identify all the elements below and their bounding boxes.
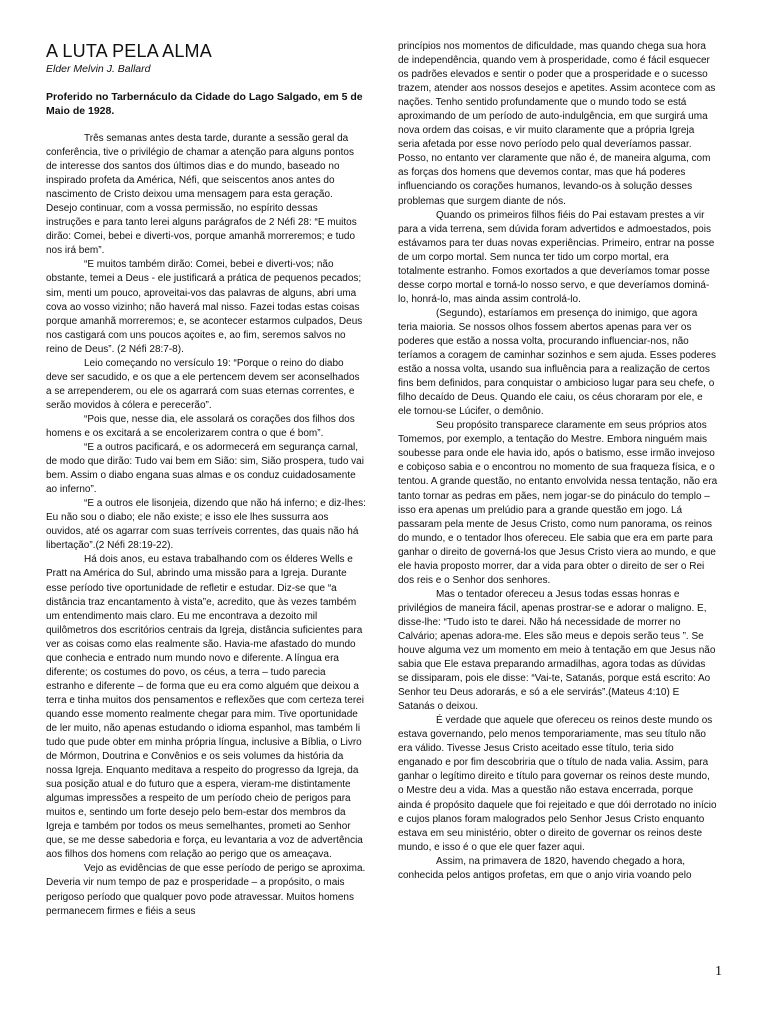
- paragraph: Quando os primeiros filhos fiéis do Pai estavam prestes a vir para a vida terrena, sem dúvida foram advertidos e admoestados, pois estávamos para ter duas novas experiências. Primeiro, entrar na posse de um corpo mortal. Sem nunca ter tido um corpo mortal, era totalmente estranho. Fomos exortados a que deveríamos tomar posse desse corpo mortal e torná-lo nosso servo, e que deveríamos dominá-lo, honrá-lo, mas ainda assim controlá-lo.: [398, 209, 715, 305]
- paragraph: “E a outros pacificará, e os adormecerá em segurança carnal, de modo que dirão: Tudo vai bem em Sião: sim, Sião prospera, tudo vai bem. Assim o diabo engana suas almas e os conduz cuidadosamente ao inferno”.: [46, 442, 364, 496]
- article-title: A LUTA PELA ALMA: [46, 41, 212, 61]
- paragraph: Mas o tentador ofereceu a Jesus todas essas honras e privilégios de maneira fácil, apenas prostrar-se e adorar o maligno. E, disse-lhe: “Tudo isto te darei. Não há necessidade de morrer no Calvário; apenas adora-me. Eles são meus e depois serão teus ”. Se houve alguma vez um momento em meio à tentação em que Jesus não sabia que Ele estava preparando armadilhas, agora todas as dúvidas se dissiparam, pois ele disse: “Vai-te, Satanás, porque está escrito: Ao Senhor teu Deus adorarás, e só a ele servirás”.(Mateus 4:10) E Satanás o deixou.: [398, 588, 716, 713]
- paragraph: “E muitos também dirão: Comei, bebei e diverti-vos; não obstante, temei a Deus - ele justificará a prática de pequenos pecados; sim, menti um pouco, aproveitai-vos das palavras de alguns, abri uma cova ao vosso vizinho; não haverá mal nisso. Fazei todas estas coisas porque amanhã morreremos; e, se acontecer estarmos culpados, Deus nos castigará com uns poucos açoites e, ao fim, seremos salvos no reino de Deus”. (2 Néfi 28:7-8).: [46, 259, 363, 355]
- right-column: [398, 40, 718, 883]
- paragraph: Seu propósito transparece claramente em seus próprios atos Tomemos, por exemplo, a tentação do Mestre. Embora ninguém mais soubesse para onde ele havia ido, após o batismo, esse irmão invejoso e cobiçoso sabia e o encontrou no momento de sua fraqueza física, e o tentou. A grande questão, no entanto envolvida nessa tentação, não era tanto tornar as pedras em pães, nem jogar-se do pináculo do templo – isso era apenas um prelúdio para a grande questão em jogo. Lá passaram pela mente de Jesus Cristo, como num panorama, os reinos do mundo, e o tentador lhos ofereceu. Ele sabia que era em parte para ganhar o direito de governá-los que Jesus Cristo viera ao mundo, e que ele havia proposto morrer, dar a vida para obter o direito de ser o Rei dos reis e o Senhor dos senhores.: [398, 420, 718, 586]
- paragraph: É verdade que aquele que ofereceu os reinos deste mundo os estava governando, pelo menos temporariamente, mas seu título não era válido. Tivesse Jesus Cristo aceitado esse título, teria sido enganado e por fim descobriria que o título de nada valia. Assim, para ganhar o legítimo direito e título para governar os reinos deste mundo, o Mestre deu a vida. Mas a questão não estava encerrada, porque ainda é propósito daquele que foi rejeitado e que dói derrotado no início e cujos planos foram malogrados pelo Senhor Jesus Cristo enquanto estava em seu ministério, obter o direito de governar os reinos deste mundo, e isso é o que ele quer fazer aqui.: [398, 715, 717, 853]
- page-number: 1: [715, 964, 722, 979]
- article-author: Elder Melvin J. Ballard: [46, 63, 151, 75]
- left-column: [46, 40, 366, 919]
- paragraph: “E a outros ele lisonjeia, dizendo que não há inferno; e diz-lhes: Eu não sou o diabo; ele não existe; e isso ele lhes sussurra aos ouvidos, até os agarrar com suas terríveis correntes, das quais não há libertação”.(2 Néfi 28:19-22).: [46, 498, 366, 552]
- paragraph: Três semanas antes desta tarde, durante a sessão geral da conferência, tive o privilégio de chamar a atenção para alguns pontos de interesse dos santos dos últimos dias e do mundo, baseado no inspirado profeta da América, Néfi, que seiscentos anos antes do nascimento de Cristo deixou uma mensagem para esta geração. Desejo continuar, com a vossa permissão, no espírito dessas instruções e para tanto lerei alguns parágrafos de 2 Néfi 28: “E muitos dirão: Comei, bebei e diverti-vos, porque amanhã morreremos; e tudo nos irá bem”.: [46, 133, 357, 257]
- paragraph: princípios nos momentos de dificuldade, mas quando chega sua hora de independência, quando vem à prosperidade, como é fácil esquecer os padrões elevados e sentir o poder que a prosperidade e o sucesso trazem, atender aos nossos desejos e apetites. Assim acontece com as nações. Tenho sentido profundamente que o mundo todo se está aproximando de um período de auto-indulgência, em que surgirá uma nova ordem das coisas, e vir muito claramente que a própria Igreja seria afetada por esse novo período pelo qual deveríamos passar. Posso, no entanto ver claramente que não é, de maneira alguma, com as forças dos homens que devemos contar, mas que há poderes influenciando os corações humanos, levando-os à solução desses problemas que surgem diante de nós.: [398, 41, 716, 207]
- paragraph: Há dois anos, eu estava trabalhando com os élderes Wells e Pratt na América do Sul, abrindo uma missão para a Igreja. Durante esse período tive oportunidade de refletir e estudar. Diz-se que “a distância traz encantamento à vista”e, acredito, que às vezes também um entendimento mais claro. Eu me encontrava a dezoito mil quilômetros dos escritórios centrais da Igreja, distância suficientes para ver as coisas como elas realmente são. Havia-me afastado do mundo que conhecia e entrado num mundo novo e diferente. A língua era diferente; os costumes do povo, os céus, a terra – tudo parecia estranho e diferente – de forma que eu era como alguém que deixou a terra e tinha muitos dos pensamentos e reflexões que com certeza terei quando esse momento realmente chegar para mim. Tive oportunidade de ler muito, não apenas estudando o idioma espanhol, mas também li tudo que pude obter em minha própria língua, inclusive a Bíblia, o Livro de Mórmon, Doutrina e Convênios e os seis volumes da história da nossa Igreja. Enquanto meditava a respeito do progresso da Igreja, da sua posição atual e do futuro que a espera, vieram-me distintamente algumas impressões a respeito de um período cheio de perigos para muitos e, sentindo um forte desejo pelo bem-estar dos membros da Igreja e também por todos os meus semelhantes, prometi ao Senhor que, se me desse sabedoria e força, eu levantaria a voz de advertência aos filhos dos homens com relação ao perigo que os ameaçava.: [46, 554, 364, 861]
- paragraph: “Pois que, nesse dia, ele assolará os corações dos filhos dos homens e os excitará a se encolerizarem contra o que é bom”.: [46, 413, 355, 439]
- paragraph: Assim, na primavera de 1820, havendo chegado a hora, conhecida pelos antigos profetas, em que o anjo viria voando pelo: [398, 855, 692, 881]
- paragraph: Vejo as evidências de que esse período de perigo se aproxima. Deveria vir num tempo de paz e prosperidade – a propósito, o mais perigoso período que qualquer povo pode atravessar. Muitos homens permanecem firmes e fiéis a seus: [46, 863, 366, 917]
- paragraph: (Segundo), estaríamos em presença do inimigo, que agora teria maioria. Se nossos olhos fossem abertos apenas para ver os poderes que estão a nossa volta, procurando influenciar-nos, não teríamos a coragem de caminhar sozinhos e sem ajuda. Esses poderes estão a nossa volta, usando sua influência para a realização de certos fins bem definidos, para conquistar o ambicioso lugar para seu chefe, o filho decaído de Deus. Quando ele caiu, os céus choraram por ele, e ele tornou-se Lúcifer, o demônio.: [398, 307, 716, 418]
- article-lead: Proferido no Tarbernáculo da Cidade do Lago Salgado, em 5 de Maio de 1928.: [46, 91, 363, 117]
- paragraph: Leio começando no versículo 19: “Porque o reino do diabo deve ser sacudido, e os que a ele pertencem devem ser aconselhados a se arrependerem, ou ele os agarrará com suas eternas correntes, e serão movidos à cólera e perecerão”.: [46, 357, 360, 411]
